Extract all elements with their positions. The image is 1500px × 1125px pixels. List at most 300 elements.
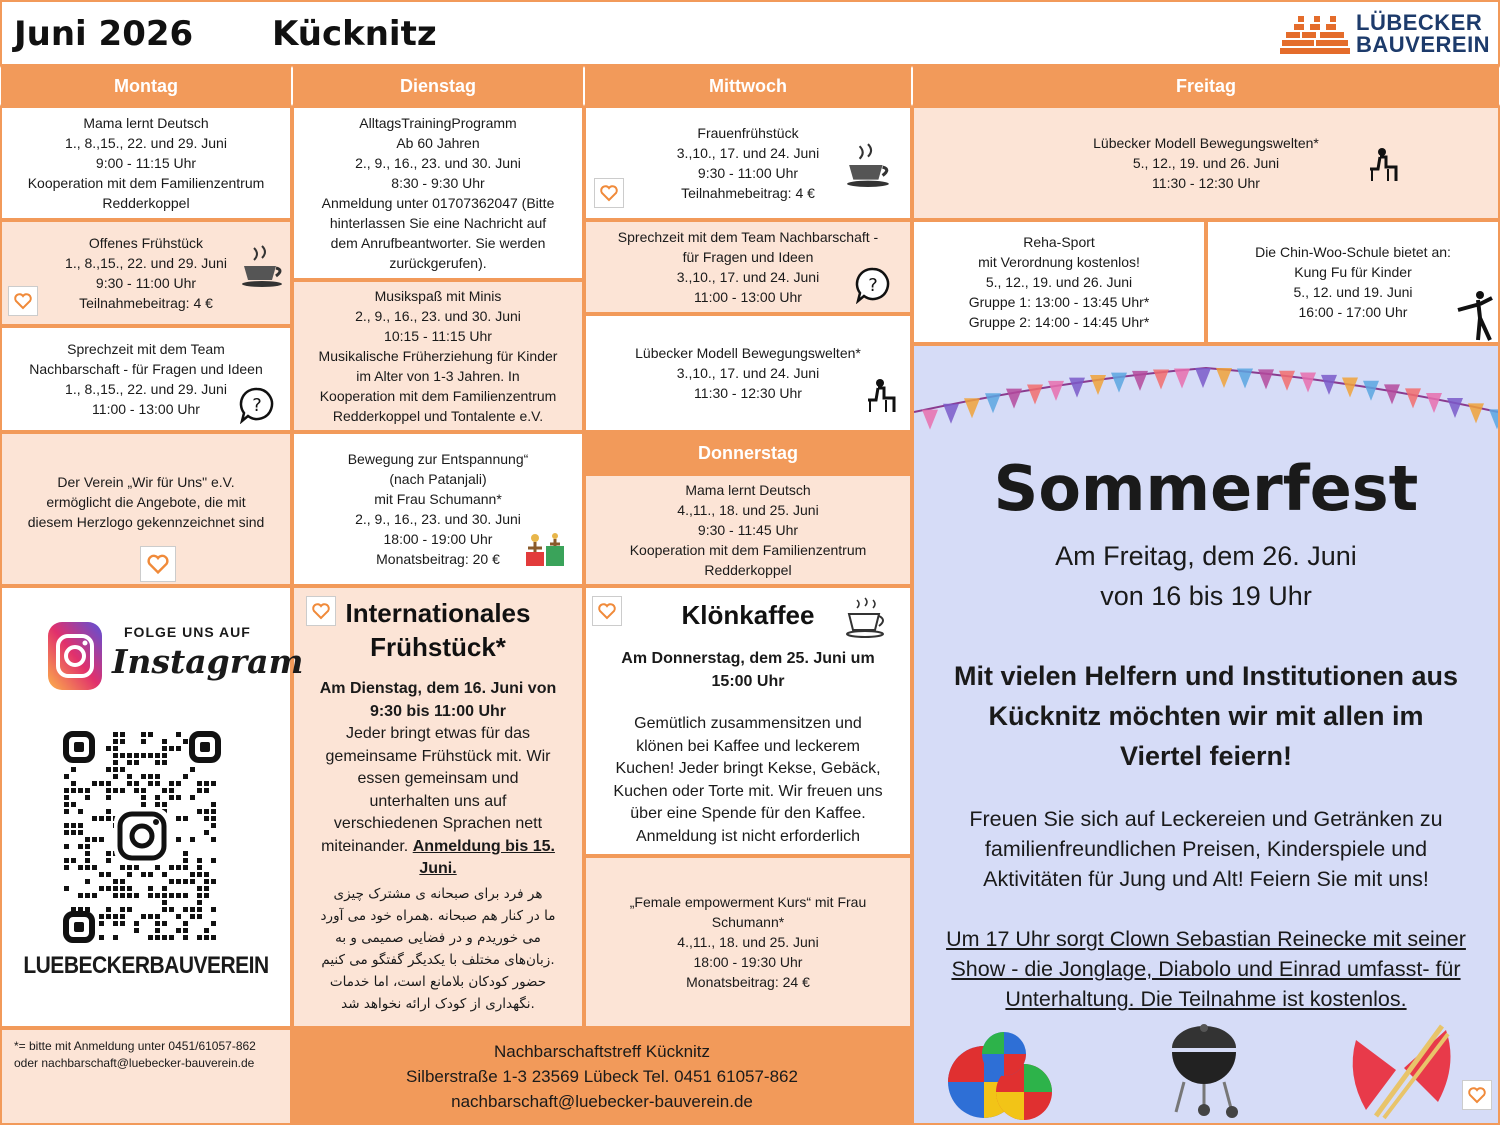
instagram-icon (46, 620, 104, 692)
insta-wordmark: Instagram (112, 642, 304, 681)
qr-module (120, 767, 125, 772)
bunting-flag (1132, 371, 1148, 391)
text-line: zurückgerufen). (389, 255, 487, 271)
qr-module (71, 767, 76, 772)
fitness-person-icon (866, 378, 898, 414)
qr-module (64, 886, 69, 891)
qr-module (106, 858, 111, 863)
yoga-icon (524, 532, 568, 568)
bunting-flag (943, 404, 959, 424)
text-line: Teilnahmebeitrag: 4 € (79, 295, 213, 311)
qr-module (134, 781, 139, 786)
text-line: für Fragen und Ideen (682, 249, 814, 265)
qr-module (120, 879, 125, 884)
tue-musikspass (292, 280, 584, 432)
bunting-icon (914, 350, 1498, 440)
text-line: Teilnahmebeitrag: 4 € (681, 185, 815, 201)
qr-module (155, 753, 160, 758)
text-line: Show - die Jonglage, Diabolo und Einrad umfasst- für (951, 957, 1461, 981)
qr-module (183, 851, 188, 856)
qr-module (190, 767, 195, 772)
qr-module (85, 844, 90, 849)
text-line: Unterhaltung. Die Teilnahme ist kostenlos. (1005, 987, 1407, 1011)
text-line: Kung Fu für Kinder (1294, 264, 1412, 280)
bbq-grill-icon (1164, 1012, 1244, 1122)
fest-date-2: von 16 bis 19 Uhr (1100, 581, 1312, 611)
intl-persian-text (321, 883, 556, 1015)
text-line: Der Verein „Wir für Uns" e.V. (57, 474, 235, 490)
text-line: Anmeldung unter 01707362047 (Bitte (321, 195, 555, 211)
bunting-flag (1342, 378, 1358, 398)
qr-module (197, 865, 202, 870)
insta-handle: LUEBECKERBAUVEREIN (23, 952, 269, 979)
text-line: هر فرد برای صبحانه ی مشترک چیزی (333, 885, 543, 902)
qr-module (169, 935, 174, 940)
text-line: Jeder bringt etwas für das (345, 725, 531, 742)
qr-module (197, 809, 202, 814)
qr-module (155, 921, 160, 926)
text-line: Die Chin-Woo-Schule bietet an: (1255, 244, 1451, 260)
qr-module (162, 746, 167, 751)
intl-date: Am Dienstag, dem 16. Juni von (319, 680, 557, 697)
qr-module (176, 746, 181, 751)
text-line: diesem Herzlogo gekennzeichnet sind (27, 514, 265, 530)
text-line: hinterlassen Sie eine Nachricht auf (329, 215, 547, 231)
text-line: unterhalten uns auf (369, 792, 507, 810)
klon-date: 15:00 Uhr (711, 672, 785, 690)
text-line: 8:30 - 9:30 Uhr (391, 175, 485, 191)
qr-module (155, 914, 160, 919)
qr-module (190, 872, 195, 877)
qr-module (106, 795, 111, 800)
qr-module (85, 879, 90, 884)
bunting-flag (1258, 369, 1274, 389)
text-line: mit Verordnung kostenlos! (978, 254, 1140, 270)
qr-module (155, 795, 160, 800)
qr-module (204, 893, 209, 898)
qr-module (197, 935, 202, 940)
qr-module (113, 935, 118, 940)
bunting-flag (1153, 369, 1169, 389)
text-line: klönen bei Kaffee und leckerem (636, 737, 860, 755)
qr-module (197, 893, 202, 898)
bunting-flag (922, 410, 938, 430)
qr-module (190, 914, 195, 919)
thu-female-empowerment (584, 856, 912, 1028)
qr-module (113, 760, 118, 765)
qr-module (190, 879, 195, 884)
qr-module (127, 886, 132, 891)
text-line: 11:00 - 13:00 Uhr (694, 289, 802, 305)
qr-module (190, 907, 195, 912)
qr-module (162, 921, 167, 926)
text-line: Redderkoppel und Tontalente e.V. (332, 408, 544, 424)
text-line: AlltagsTrainingProgramm (359, 115, 517, 131)
text-line: 5., 12., 19. und 26. Juni (1132, 155, 1280, 171)
qr-module (99, 935, 104, 940)
qr-module (197, 781, 202, 786)
qr-module (85, 893, 90, 898)
text-line: 18:00 - 19:00 Uhr (383, 531, 493, 547)
text-line: 2., 9., 16., 23. und 30. Juni (355, 511, 521, 527)
bunting-flag (985, 393, 1001, 413)
logo-line-2: BAUVEREIN (1356, 32, 1491, 57)
qr-module (127, 774, 132, 779)
wed-bewegungswelten (584, 314, 912, 432)
qr-module (127, 872, 132, 877)
qr-module (64, 774, 69, 779)
qr-module (162, 788, 167, 793)
bunting-flag (1195, 368, 1211, 388)
mon-mama-deutsch (0, 106, 292, 220)
qr-module (106, 809, 111, 814)
qr-module (176, 865, 181, 870)
juggling-balls-icon (944, 1026, 1064, 1122)
qr-module (127, 781, 132, 786)
text-line: Offenes Frühstück (88, 235, 204, 251)
qr-module (134, 928, 139, 933)
text-line: 2., 9., 16., 23. und 30. Juni (355, 155, 521, 171)
qr-module (197, 858, 202, 863)
text-line: 9:30 - 11:00 Uhr (697, 165, 799, 181)
text-line: Mama lernt Deutsch (83, 115, 209, 131)
text-line: 11:00 - 13:00 Uhr (92, 401, 200, 417)
qr-module (99, 914, 104, 919)
coffee-cup-icon (845, 596, 889, 640)
text-line: Aktivitäten für Jung und Alt! Feiern Sie mit uns! (983, 867, 1429, 891)
coffee-cup-icon (240, 244, 286, 288)
qr-module (141, 753, 146, 758)
qr-module (113, 914, 118, 919)
district-title: Kücknitz (272, 14, 437, 54)
text-line: 4.,11., 18. und 25. Juni (677, 934, 819, 950)
qr-module (169, 781, 174, 786)
qr-module (64, 844, 69, 849)
qr-module (134, 753, 139, 758)
qr-module (85, 788, 90, 793)
qr-module (85, 795, 90, 800)
qr-module (211, 907, 216, 912)
qr-module (155, 865, 160, 870)
heart-logo-icon (140, 546, 176, 582)
qr-module (204, 879, 209, 884)
title-bar (0, 0, 1500, 66)
logo-text (1356, 12, 1490, 56)
qr-module (169, 746, 174, 751)
text-line: Mama lernt Deutsch (685, 482, 811, 498)
qr-module (106, 746, 111, 751)
qr-module (190, 795, 195, 800)
qr-module (85, 865, 90, 870)
qr-code-icon[interactable] (62, 730, 222, 944)
qr-module (120, 921, 125, 926)
qr-module (134, 921, 139, 926)
qr-module (197, 900, 202, 905)
qr-module (141, 788, 146, 793)
qr-module (169, 795, 174, 800)
footer-address (292, 1028, 912, 1125)
qr-module (106, 851, 111, 856)
qr-module (120, 739, 125, 744)
text-line: 2., 9., 16., 23. und 30. Juni (355, 308, 521, 324)
insta-follow-label: FOLGE UNS AUF (124, 624, 251, 640)
text-line: Lübecker Modell Bewegungswelten* (635, 345, 861, 361)
footnote-text: *= bitte mit Anmeldung unter 0451/61057-862 oder nachbarschaft@luebecker-bauverein.de (14, 1039, 256, 1070)
tue-alltagstraining (292, 106, 584, 280)
header-donnerstag: Donnerstag (584, 432, 912, 474)
qr-module (183, 739, 188, 744)
qr-module (162, 900, 167, 905)
heart-logo-icon (592, 596, 622, 626)
fest-bold-text (914, 656, 1498, 776)
qr-module (106, 914, 111, 919)
qr-module (183, 865, 188, 870)
heart-logo-icon (594, 178, 624, 208)
text-line: Kooperation mit dem Familienzentrum (27, 175, 265, 191)
logo-line-1: LÜBECKER (1356, 10, 1483, 35)
qr-module (99, 837, 104, 842)
qr-module (176, 879, 181, 884)
text-line: Anmeldung ist nicht erforderlich (635, 827, 861, 845)
qr-module (148, 914, 153, 919)
qr-module (155, 893, 160, 898)
qr-module (204, 928, 209, 933)
qr-module (204, 886, 209, 891)
bunting-flag (1069, 378, 1085, 398)
text-line: „Female empowerment Kurs“ mit Frau (629, 894, 867, 910)
qr-module (106, 907, 111, 912)
qr-module (71, 781, 76, 786)
text-line: 1., 8.,15., 22. und 29. Juni (65, 135, 227, 151)
intl-anmeldung: Juni. (419, 860, 457, 877)
text-line: 1., 8.,15., 22. und 29. Juni (65, 381, 227, 397)
header-mittwoch: Mittwoch (584, 66, 912, 106)
qr-module (183, 858, 188, 863)
intl-date: 9:30 bis 11:00 Uhr (369, 702, 507, 720)
fest-body-text (914, 804, 1498, 894)
qr-module (204, 872, 209, 877)
text-line: Monatsbeitrag: 24 € (686, 974, 810, 990)
qr-module (127, 893, 132, 898)
qr-module (71, 802, 76, 807)
text-line: Lübecker Modell Bewegungswelten* (1093, 135, 1319, 151)
text-line: 16:00 - 17:00 Uhr (1298, 304, 1408, 320)
text-line: Monatsbeitrag: 20 € (376, 551, 500, 567)
text-line: 5., 12., 19. und 26. Juni (985, 274, 1133, 290)
text-line: Kooperation mit dem Familienzentrum (629, 542, 867, 558)
qr-module (134, 893, 139, 898)
qr-module (155, 935, 160, 940)
qr-module (127, 760, 132, 765)
qr-module (148, 774, 153, 779)
qr-module (78, 809, 83, 814)
klon-date: Am Donnerstag, dem 25. Juni um (621, 650, 875, 667)
qr-module (113, 893, 118, 898)
text-line: im Alter von 1-3 Jahren. In (356, 368, 520, 384)
text-line: Musikalische Früherziehung für Kinder (318, 348, 558, 364)
qr-module (127, 907, 132, 912)
qr-module (106, 767, 111, 772)
qr-module (113, 879, 118, 884)
qr-module (162, 935, 167, 940)
text-line: Musikspaß mit Minis (374, 288, 502, 304)
qr-module (106, 872, 111, 877)
text-line: .زبان‌های مختلف با یکدیگر گفتگو می کنیم (321, 951, 555, 968)
fest-clown-text (914, 924, 1498, 1014)
qr-module (162, 907, 167, 912)
qr-module (183, 921, 188, 926)
text-line: می خوریدم و در فضایی صمیمی و به (335, 929, 541, 946)
intl-title: Frühstück* (370, 632, 506, 662)
qr-module (169, 865, 174, 870)
fest-date-1: Am Freitag, dem 26. Juni (1055, 541, 1357, 571)
qr-module (99, 921, 104, 926)
diabolo-icon (1346, 1020, 1456, 1120)
qr-module (85, 851, 90, 856)
text-line: Nachbarschaft - für Fragen und Ideen (29, 361, 263, 377)
qr-module (120, 732, 125, 737)
qr-module (71, 823, 76, 828)
qr-module (127, 753, 132, 758)
text-line: 18:00 - 19:30 Uhr (693, 954, 803, 970)
qr-module (183, 879, 188, 884)
text-line: mit Frau Schumann* (374, 491, 502, 507)
qr-module (155, 760, 160, 765)
text-line: gemeinsame Frühstück mit. Wir (325, 747, 551, 765)
qr-module (183, 928, 188, 933)
qr-module (148, 935, 153, 940)
qr-module (162, 893, 167, 898)
qr-module (120, 886, 125, 891)
qr-module (64, 823, 69, 828)
qr-module (169, 879, 174, 884)
bunting-flag (1090, 375, 1106, 395)
qr-module (134, 865, 139, 870)
qr-module (197, 907, 202, 912)
qr-module (176, 795, 181, 800)
text-line: Kücknitz möchten wir mit allen im (988, 701, 1424, 731)
qr-module (64, 788, 69, 793)
qr-module (155, 774, 160, 779)
qr-module (169, 788, 174, 793)
bunting-flag (1048, 381, 1064, 401)
qr-module (197, 886, 202, 891)
qr-module (120, 753, 125, 758)
qr-module (155, 781, 160, 786)
qr-module (71, 830, 76, 835)
header-montag: Montag (0, 66, 292, 106)
qr-module (197, 914, 202, 919)
text-line: Viertel feiern! (1119, 741, 1293, 771)
qr-module (162, 872, 167, 877)
text-line: 9:00 - 11:15 Uhr (95, 155, 197, 171)
qr-module (85, 837, 90, 842)
qr-module (162, 760, 167, 765)
qr-module (211, 837, 216, 842)
qr-module (106, 781, 111, 786)
thu-mama-deutsch (584, 474, 912, 586)
text-line: (nach Patanjali) (389, 471, 487, 487)
text-line: 3.,10., 17. und 24. Juni (676, 269, 820, 285)
text-line: Schumann* (711, 914, 785, 930)
text-line: Kuchen oder Torte mit. Wir freuen uns (613, 782, 883, 800)
text-line: miteinander. (321, 837, 409, 855)
bunting-flag (1237, 368, 1253, 388)
qr-module (113, 788, 118, 793)
text-line: 10:15 - 11:15 Uhr (384, 328, 492, 344)
intl-title: Internationales (345, 598, 531, 628)
qr-module (183, 893, 188, 898)
text-line: Gruppe 1: 13:00 - 13:45 Uhr* (968, 294, 1150, 310)
qr-module (155, 928, 160, 933)
qr-module (190, 837, 195, 842)
qr-module (141, 774, 146, 779)
qr-module (176, 732, 181, 737)
klon-title: Klönkaffee (681, 600, 815, 630)
qr-module (113, 739, 118, 744)
qr-module (92, 893, 97, 898)
qr-module (99, 886, 104, 891)
text-line: Um 17 Uhr sorgt Clown Sebastian Reinecke mit seiner (946, 927, 1466, 951)
text-line: 5., 12. und 19. Juni (1293, 284, 1413, 300)
qr-module (78, 823, 83, 828)
qr-module (78, 844, 83, 849)
qr-module (204, 935, 209, 940)
qr-module (113, 746, 118, 751)
qr-module (120, 893, 125, 898)
qr-module (148, 872, 153, 877)
text-line: essen gemeinsam und (357, 770, 519, 787)
qr-module (64, 809, 69, 814)
qr-module (99, 781, 104, 786)
qr-module (204, 816, 209, 821)
text-line: ما در کنار هم صبحانه .همراه خود می آورد (320, 907, 556, 924)
qr-module (176, 816, 181, 821)
fri-reha-sport (912, 220, 1206, 344)
qr-module (169, 907, 174, 912)
qr-module (176, 837, 181, 842)
qr-module (148, 893, 153, 898)
text-line: dem Anrufbeantworter. Sie werden (330, 235, 546, 251)
intl-anmeldung: Anmeldung bis 15. (412, 837, 555, 855)
text-line: Kooperation mit dem Familienzentrum (319, 388, 557, 404)
bauverein-logo-icon (1280, 10, 1350, 56)
qr-module (134, 760, 139, 765)
qr-module (106, 886, 111, 891)
qr-module (211, 935, 216, 940)
bunting-flag (1468, 403, 1484, 423)
qr-module (78, 893, 83, 898)
bunting-flag (1405, 388, 1421, 408)
qr-module (162, 753, 167, 758)
qr-module (78, 865, 83, 870)
bunting-flag (1216, 368, 1232, 388)
qr-module (71, 858, 76, 863)
text-line: 4.,11., 18. und 25. Juni (677, 502, 819, 518)
qr-module (92, 816, 97, 821)
qr-module (92, 837, 97, 842)
bunting-flag (1363, 381, 1379, 401)
coffee-cup-icon (842, 142, 896, 188)
text-line: Mit vielen Helfern und Institutionen aus (953, 661, 1459, 691)
text-line: 11:30 - 12:30 Uhr (1152, 175, 1260, 191)
fitness-person-icon (1368, 146, 1400, 184)
qr-module (78, 830, 83, 835)
qr-module (183, 935, 188, 940)
text-line: nachbarschaft@luebecker-bauverein.de (451, 1092, 753, 1111)
qr-module (141, 802, 146, 807)
text-line: Sprechzeit mit dem Team (67, 341, 225, 357)
